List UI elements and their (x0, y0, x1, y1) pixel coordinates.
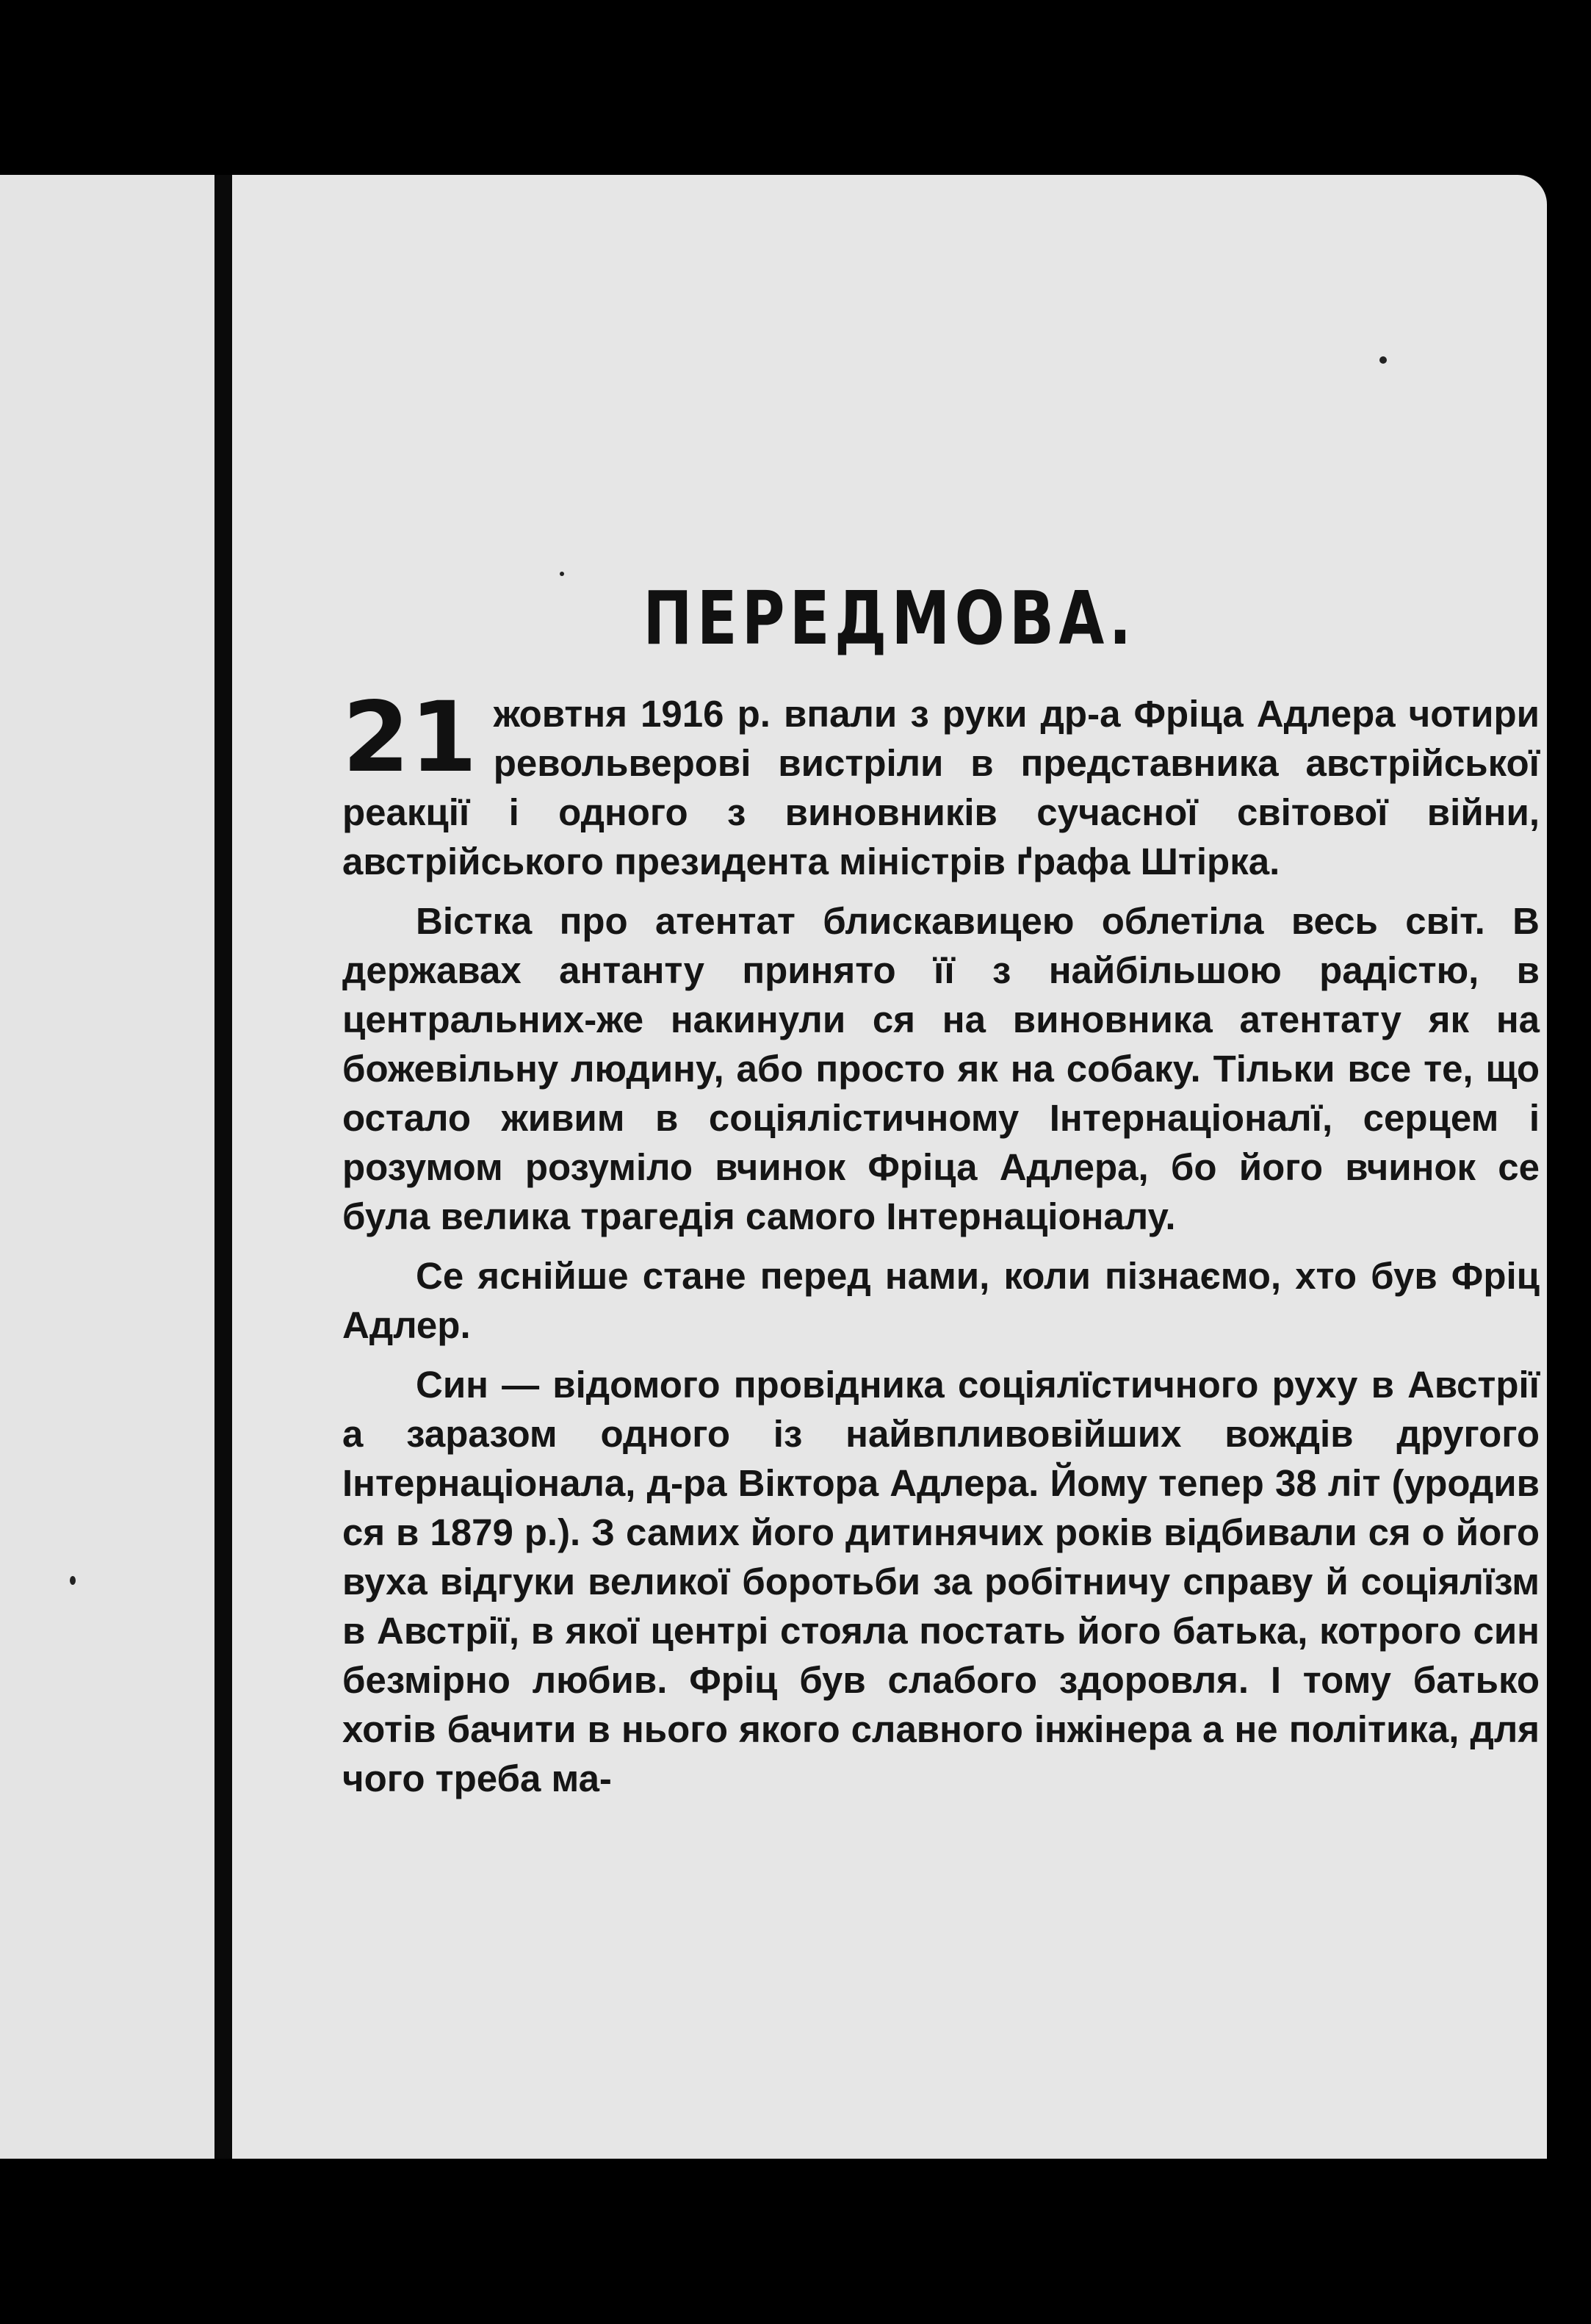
drop-cap: 21 (342, 681, 477, 794)
scan-speck (560, 572, 564, 576)
book-page (232, 175, 1547, 2159)
page-heading: ПЕРЕДМОВА. (643, 575, 1136, 661)
paragraph-4: Син — відомого провідника соціялїстичного руху в Австрії а заразом одного із найвпливовійших вождів другого Інтернаціонала, д-ра Віктора Адлера. Йому тепер 38 літ (уродив ся в 1879 р.). З самих його дитинячих років відбивали ся о його вуха відгуки великої боротьби за робітничу справу й соціялїзм в Австрії, в якої центрі стояла постать його батька, котрого син безмірно любив. Фріц був слабого здоровля. І тому батько хотів бачити в нього якого славного інжінера а не політика, для чого треба ма- (342, 1364, 1540, 1799)
paragraph-3: Се яснійше стане перед нами, коли пізнаємо, хто був Фріц Адлер. (342, 1255, 1540, 1346)
left-page-margin (0, 175, 214, 2159)
scan-speck (1379, 356, 1387, 364)
body-text (342, 681, 1540, 1813)
paragraph-1-text: жовтня 1916 р. впали з руки др-а Фріца Адлера чотири револьверові вистріли в представника австрійської реакції і одного з виновників сучасної світової війни, австрійського президента міністрів ґрафа Штірка. (342, 693, 1540, 882)
paragraph-2: Вістка про атентат блискавицею облетіла весь світ. В державах антанту принято її з найбільшою радістю, в центральних-же накинули ся на виновника атентату як на божевільну людину, або просто як на собаку. Тільки все те, що остало живим в соціялістичному Інтернаціоналї, серцем і розумом розуміло вчинок Фріца Адлера, бо його вчинок се була велика трагедія самого Інтернаціоналу. (342, 900, 1540, 1237)
book-gutter (214, 175, 232, 2159)
paragraph-1 (342, 681, 1540, 886)
scan-speck (70, 1576, 76, 1585)
